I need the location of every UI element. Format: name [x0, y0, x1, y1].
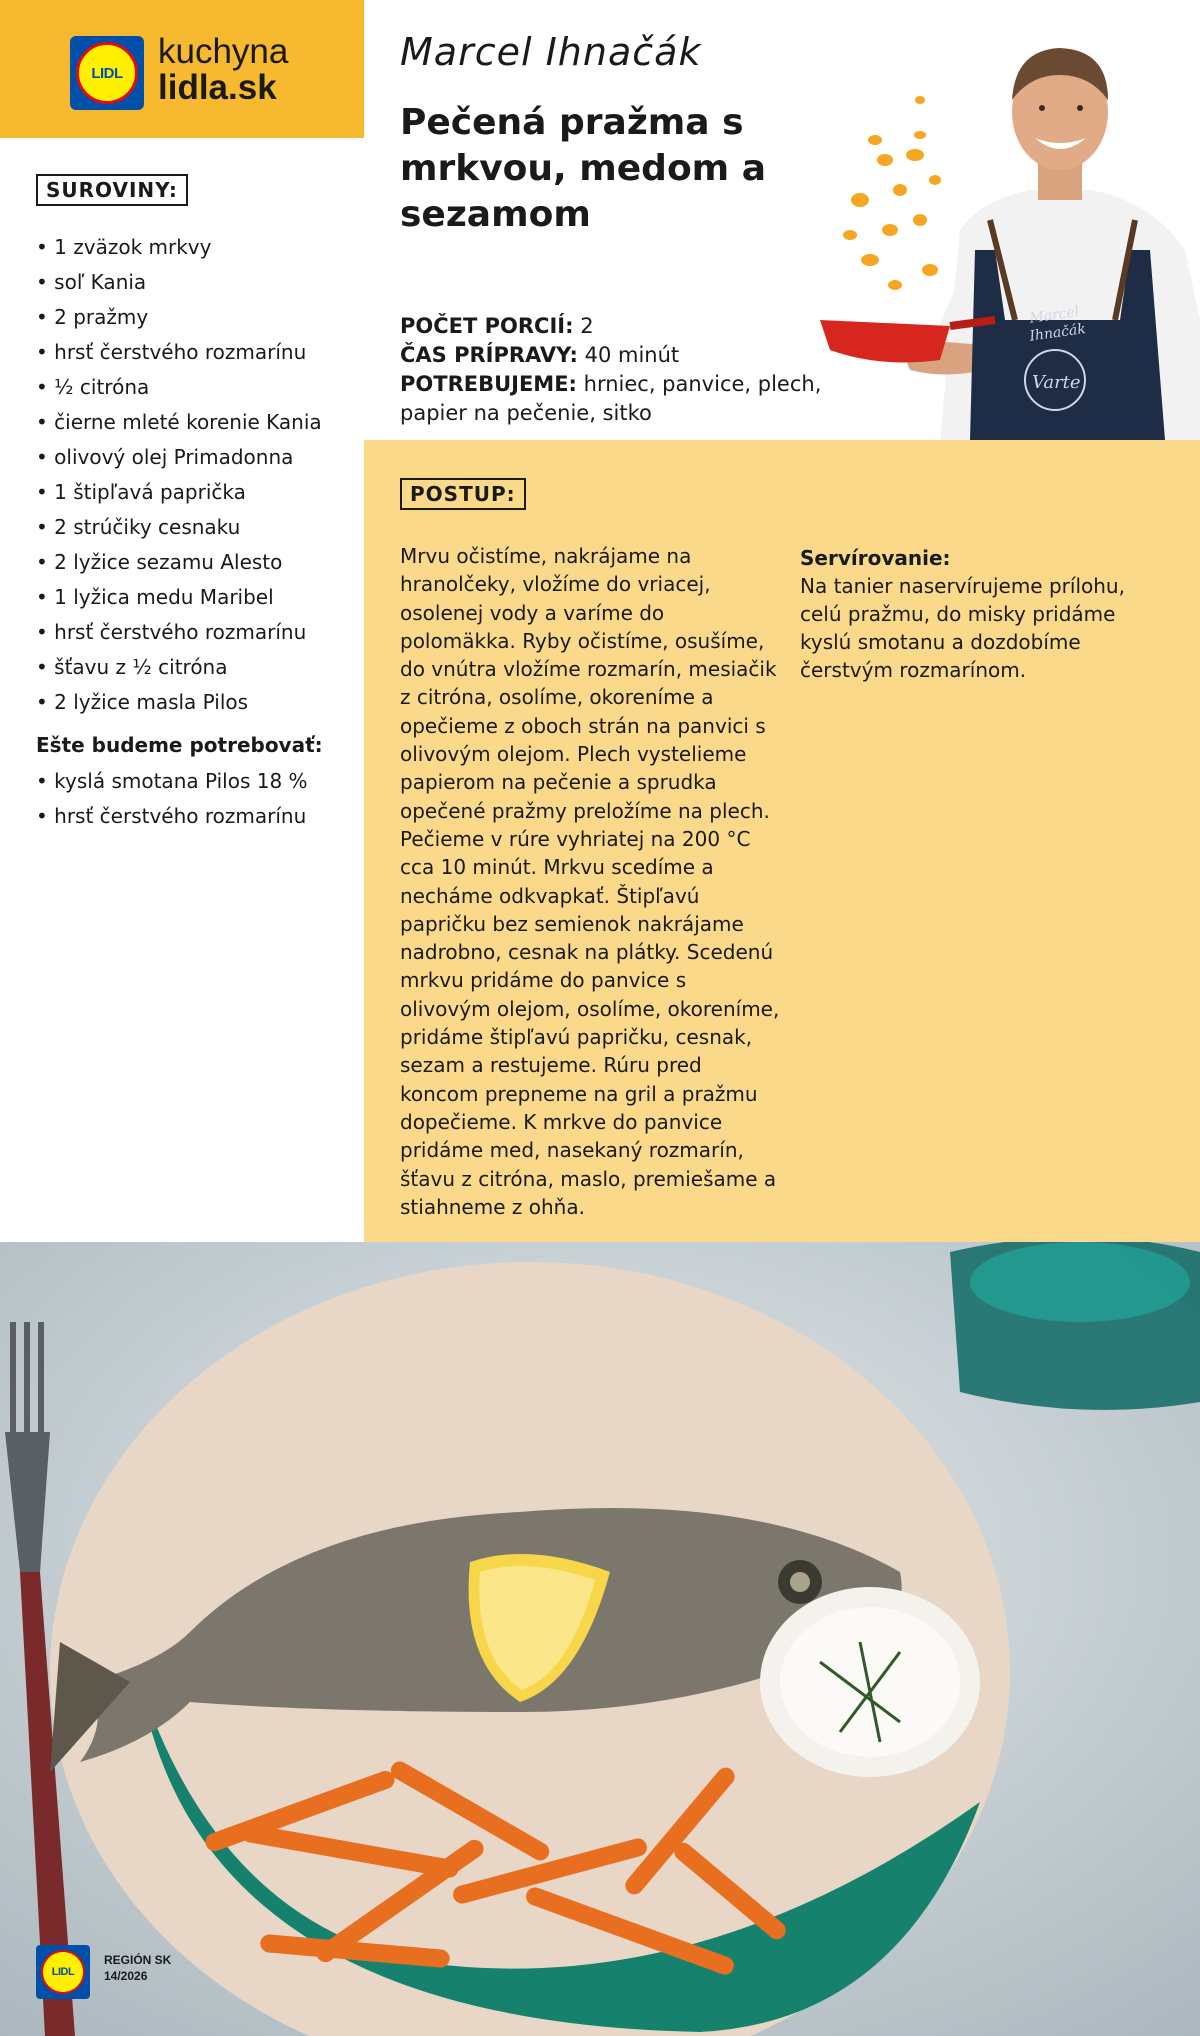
extra-ingredient-item: • kyslá smotana Pilos 18 %: [36, 764, 336, 799]
ingredient-item: • 2 lyžice sezamu Alesto: [36, 545, 336, 580]
apron-text-2: Ihnačák: [1028, 321, 1087, 345]
brand-line1: kuchyna: [158, 32, 289, 71]
recipe-title: Pečená pražma s mrkvou, medom a sezamom: [400, 102, 767, 235]
extra-ingredients-list: [36, 764, 336, 834]
method-title: POSTUP:: [400, 478, 526, 510]
week-text: 14/2026: [104, 1969, 148, 1983]
apron-text-1: Marcel: [1028, 303, 1081, 327]
ingredient-item: • olivový olej Primadonna: [36, 440, 336, 475]
lidl-logo-text: LIDL: [91, 64, 123, 82]
brand-name[interactable]: [158, 34, 288, 106]
ingredient-item: • 2 pražmy: [36, 300, 336, 335]
apron-text-3: Varte: [1032, 372, 1081, 393]
ingredient-item: • čierne mleté korenie Kania: [36, 405, 336, 440]
ingredients-title: SUROVINY:: [36, 174, 188, 206]
ingredient-item: • 1 štipľavá paprička: [36, 475, 336, 510]
method-section: [364, 440, 1200, 1242]
ingredient-item: • 1 lyžica medu Maribel: [36, 580, 336, 615]
ingredient-item: • 2 lyžice masla Pilos: [36, 685, 336, 720]
food-photo: [0, 1242, 1200, 2036]
needs-row: [400, 370, 840, 428]
brand-line2: lidla.sk: [158, 68, 277, 107]
ingredient-item: • hrsť čerstvého rozmarínu: [36, 335, 336, 370]
footer-lidl-logo[interactable]: [36, 1945, 90, 1999]
serving-text: Na tanier naservírujeme prílohu, celú pražmu, do misky pridáme kyslú smotanu a dozdobíme čerstvým rozmarínom.: [800, 574, 1125, 682]
ingredient-item: • 2 strúčiky cesnaku: [36, 510, 336, 545]
ingredient-item: • hrsť čerstvého rozmarínu: [36, 615, 336, 650]
extra-ingredients-title: Ešte budeme potrebovať:: [36, 733, 323, 757]
ingredients-section: [36, 174, 336, 834]
brand-header: [0, 0, 364, 138]
ingredients-list: [36, 230, 336, 720]
needs-label: POTREBUJEME:: [400, 372, 577, 396]
region-label: [104, 1952, 171, 1984]
ingredient-item: • šťavu z ½ citróna: [36, 650, 336, 685]
lidl-logo[interactable]: [70, 36, 144, 110]
time-label: ČAS PRÍPRAVY:: [400, 343, 578, 367]
chef-name: Marcel Ihnačák: [400, 30, 702, 74]
serving-block: [800, 544, 1140, 684]
serving-title: Servírovanie:: [800, 546, 951, 570]
region-text: REGIÓN SK: [104, 1953, 172, 1967]
portions-row: [400, 312, 840, 341]
time-row: [400, 341, 840, 370]
ingredient-item: • 1 zväzok mrkvy: [36, 230, 336, 265]
recipe-meta: [400, 312, 840, 428]
time-value: 40 minút: [584, 343, 680, 367]
ingredient-item: • soľ Kania: [36, 265, 336, 300]
ingredient-item: • ½ citróna: [36, 370, 336, 405]
portions-value: 2: [580, 314, 594, 338]
needs-value: hrniec, panvice, plech, papier na pečenie, sitko: [400, 372, 822, 425]
method-steps: Mrvu očistíme, nakrájame na hranolčeky, vložíme do vriacej, osolenej vody a varíme do polomäkka. Ryby očistíme, osušíme, do vnútra vložíme rozmarín, mesiačik z citróna, osolíme, okoreníme a opečieme z oboch strán na panvici s olivovým olejom. Plech vystelieme papierom na pečenie a sprudka opečené pražmy preložíme na plech. Pečieme v rúre vyhriatej na 200 °C cca 10 minút. Mrkvu scedíme a necháme odkvapkať. Štipľavú papričku bez semienok nakrájame nadrobno, cesnak na plátky. Scedenú mrkvu pridáme do panvice s olivovým olejom, osolíme, okoreníme, pridáme štipľavú papričku, cesnak, sezam a restujeme. Rúru pred koncom prepneme na gril a pražmu dopečieme. K mrkve do panvice pridáme med, nasekaný rozmarín, šťavu z citróna, maslo, premiešame a stiahneme z ohňa.: [400, 544, 780, 1219]
extra-ingredient-item: • hrsť čerstvého rozmarínu: [36, 799, 336, 834]
portions-label: POČET PORCIÍ:: [400, 314, 574, 338]
food-illustration: [0, 1242, 1200, 2036]
footer-logo-text: LIDL: [51, 1966, 75, 1978]
